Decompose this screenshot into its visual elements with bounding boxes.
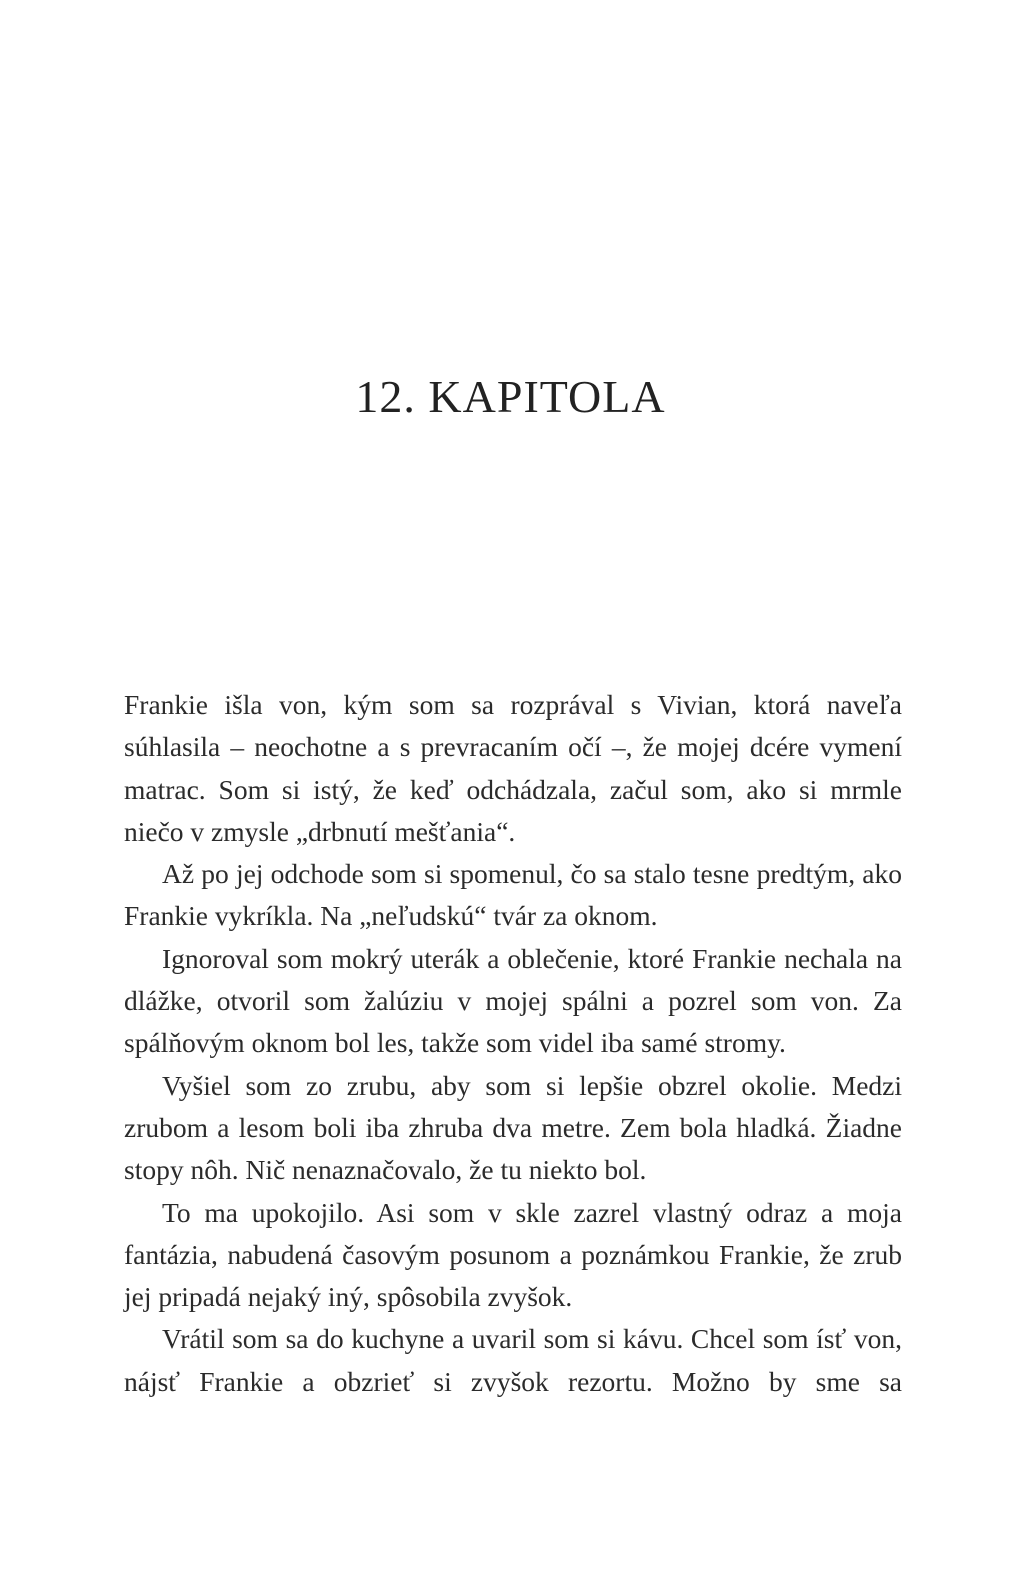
chapter-body bbox=[124, 684, 902, 1403]
paragraph-3: Ignoroval som mokrý uterák a oblečenie, ktoré Frankie nechala na dlážke, otvoril som žalúziu v mojej spálni a pozrel som von. Za spálňovým oknom bol les, takže som videl iba samé stromy. bbox=[124, 942, 902, 1059]
paragraph-5: To ma upokojilo. Asi som v skle zazrel vlastný odraz a moja fantázia, nabudená časovým posunom a poznámkou Frankie, že zrub jej pripadá nejaký iný, spôsobila zvyšok. bbox=[124, 1196, 902, 1313]
paragraph-6: Vrátil som sa do kuchyne a uvaril som si kávu. Chcel som ísť von, nájsť Frankie a obzrieť si zvyšok rezortu. Možno by sme sa bbox=[124, 1323, 902, 1397]
paragraph-4: Vyšiel som zo zrubu, aby som si lepšie obzrel okolie. Medzi zrubom a lesom boli iba zhruba dva metre. Zem bola hladká. Žiadne stopy nôh. Nič nenaznačovalo, že tu niekto bol. bbox=[124, 1069, 902, 1186]
paragraph-2: Až po jej odchode som si spomenul, čo sa stalo tesne predtým, ako Frankie vykríkla. Na „neľudskú“ tvár za oknom. bbox=[124, 858, 902, 932]
chapter-title: 12. KAPITOLA bbox=[355, 371, 666, 422]
paragraph-1: Frankie išla von, kým som sa rozprával s Vivian, ktorá naveľa súhlasila – neochotne a s prevracaním očí –, že mojej dcére vymení matrac. Som si istý, že keď odchádzala, začul som, ako si mrmle niečo v zmysle „drbnutí mešťania“. bbox=[124, 689, 902, 847]
